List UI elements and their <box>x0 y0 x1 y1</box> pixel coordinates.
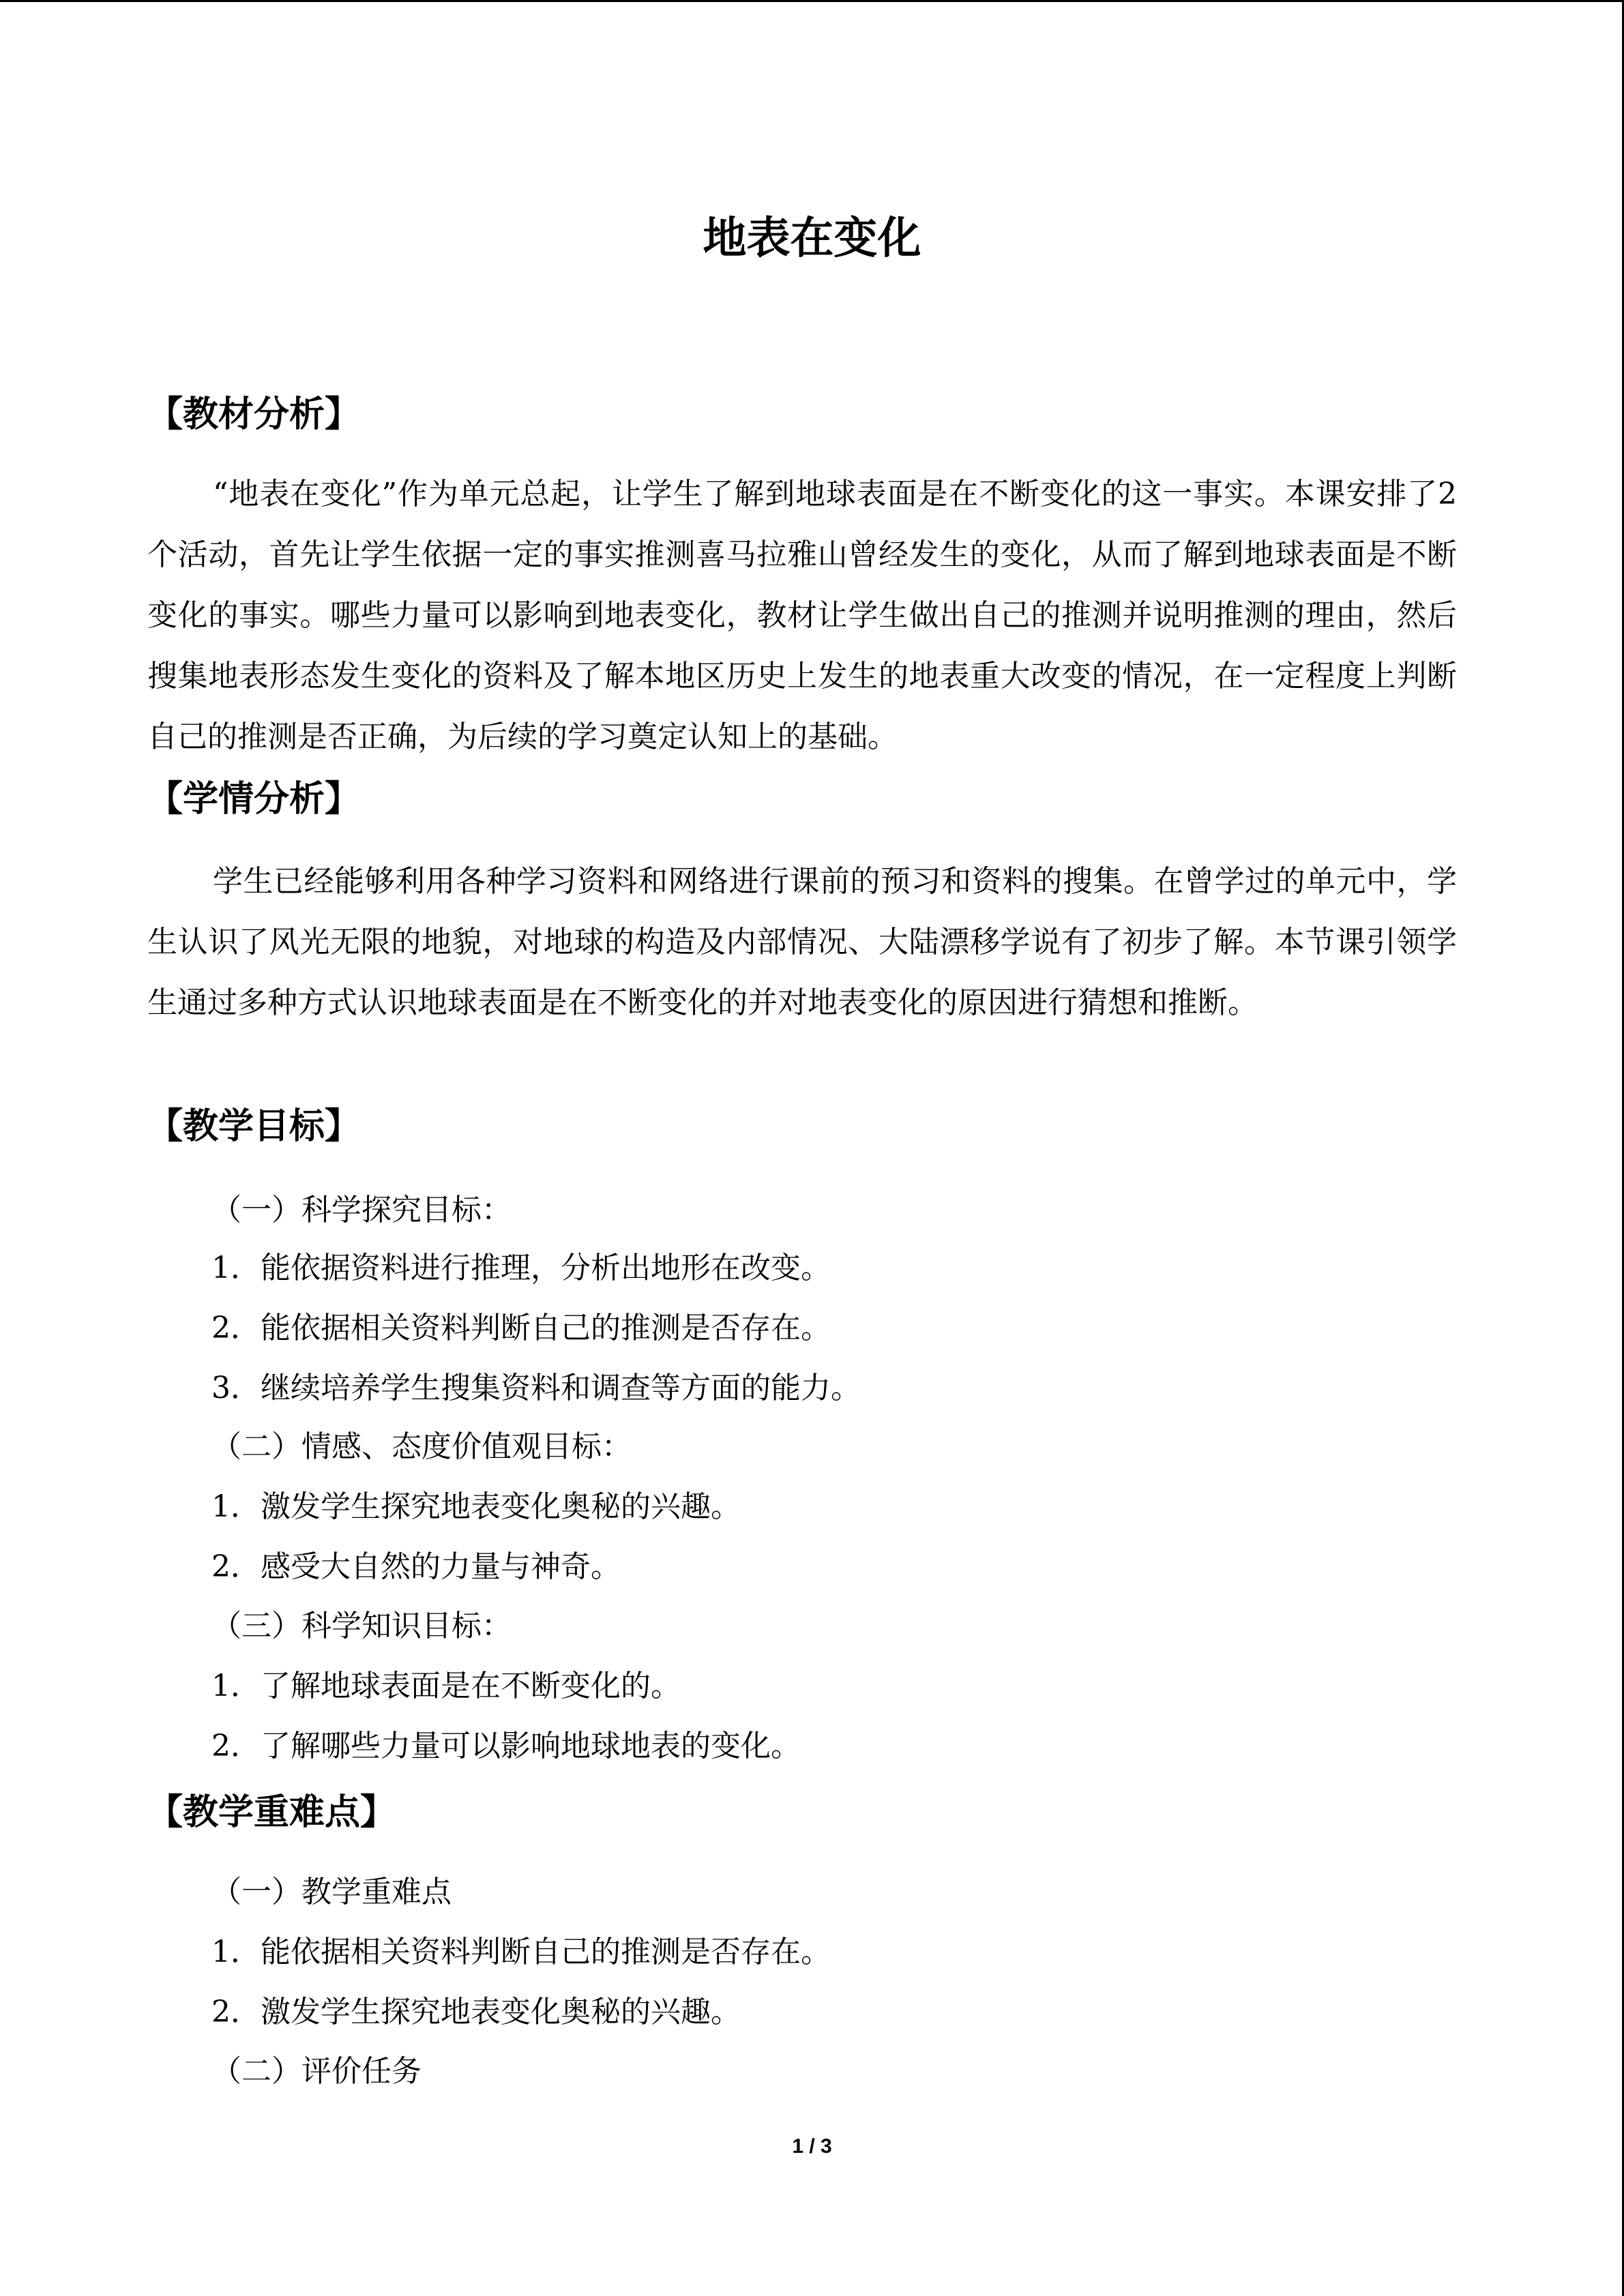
keypoints-item: 2．激发学生探究地表变化奥秘的兴趣。 <box>211 1995 741 2029</box>
goals-subheading-inquiry: （一）科学探究目标： <box>211 1193 512 1227</box>
keypoints-subheading-evaluation: （二）评价任务 <box>211 2054 422 2089</box>
heading-student-analysis: 【学情分析】 <box>147 778 361 820</box>
keypoints-subheading: （一）教学重难点 <box>211 1875 452 1909</box>
goals-knowledge-item: 2．了解哪些力量可以影响地球地表的变化。 <box>211 1729 801 1763</box>
heading-teaching-goals: 【教学目标】 <box>147 1105 361 1147</box>
page-number: 1 / 3 <box>792 2135 832 2158</box>
heading-textbook-analysis: 【教材分析】 <box>147 393 361 435</box>
paragraph-student-analysis: 学生已经能够利用各种学习资料和网络进行课前的预习和资料的搜集。在曾学过的单元中，学生认识了风光无限的地貌，对地球的构造及内部情况、大陆漂移学说有了初步了解。本节课引领学生通过多种方式认识地球表面是在不断变化的并对地表变化的原因进行猜想和推断。 <box>147 864 1457 1020</box>
goals-inquiry-item: 1．能依据资料进行推理，分析出地形在改变。 <box>211 1251 831 1285</box>
page-top-border <box>0 0 1624 2</box>
goals-knowledge-item: 1．了解地球表面是在不断变化的。 <box>211 1669 681 1703</box>
goals-subheading-attitude: （二）情感、态度价值观目标： <box>211 1429 632 1464</box>
goals-attitude-item: 1．激发学生探究地表变化奥秘的兴趣。 <box>211 1489 741 1524</box>
goals-inquiry-item: 2．能依据相关资料判断自己的推测是否存在。 <box>211 1311 831 1345</box>
goals-attitude-item: 2．感受大自然的力量与神奇。 <box>211 1549 621 1584</box>
heading-key-points: 【教学重难点】 <box>147 1791 396 1833</box>
goals-subheading-knowledge: （三）科学知识目标： <box>211 1609 512 1643</box>
page-title: 地表在变化 <box>703 213 921 264</box>
paragraph-textbook-analysis: “地表在变化”作为单元总起，让学生了解到地球表面是在不断变化的这一事实。本课安排了2个活动，首先让学生依据一定的事实推测喜马拉雅山曾经发生的变化，从而了解到地球表面是不断变化的事实。哪些力量可以影响到地表变化，教材让学生做出自己的推测并说明推测的理由，然后搜集地表形态发生变化的资料及了解本地区历史上发生的地表重大改变的情况，在一定程度上判断自己的推测是否正确，为后续的学习奠定认知上的基础。 <box>147 477 1457 754</box>
goals-inquiry-item: 3．继续培养学生搜集资料和调查等方面的能力。 <box>211 1371 861 1405</box>
keypoints-item: 1．能依据相关资料判断自己的推测是否存在。 <box>211 1935 831 1969</box>
